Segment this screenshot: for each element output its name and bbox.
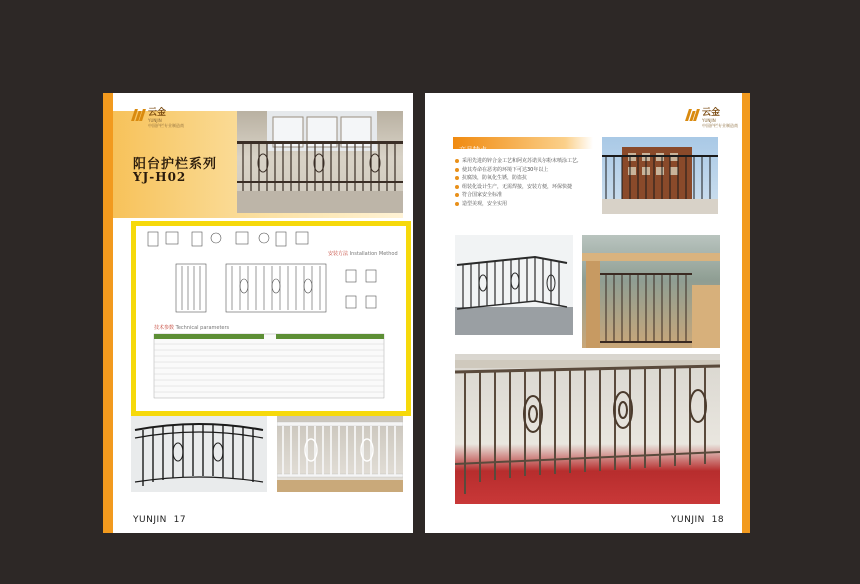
spec-sheet-frame — [131, 221, 411, 416]
page-number-18: 18 — [711, 515, 725, 525]
feature-item: 采用先进的锌合金工艺和阿克苏诺贝尔粉末喷涂工艺, — [455, 157, 605, 166]
balcony-photo-top — [237, 111, 403, 213]
feature-item: 造型美观，安全实用 — [455, 200, 605, 209]
right-page — [425, 93, 750, 533]
logo-en: YUNJIN — [702, 118, 716, 123]
tech-params-label: 技术参数 Technical parameters — [154, 325, 230, 331]
logo-tagline: 中国护栏专业制造商 — [702, 123, 738, 128]
series-title: 阳台护栏系列 — [133, 157, 218, 172]
white-railing-photo — [277, 416, 403, 492]
page-number-17: 17 — [173, 515, 187, 525]
right-footer: YUNJIN 18 — [671, 515, 725, 525]
feature-item: 组装化设计生产，无需焊接，安装方便，环保快捷 — [455, 183, 605, 192]
feature-item: 使其寿命在恶劣的环境下可达30年以上 — [455, 166, 605, 175]
right-orange-stripe — [742, 93, 750, 533]
install-method-label: 安装方法 Installation Method — [328, 251, 398, 257]
left-footer: YUNJIN 17 — [133, 515, 187, 525]
feature-item: 符合国家安全标准 — [455, 191, 605, 200]
left-logo — [133, 109, 184, 128]
logo-mark-icon — [133, 109, 145, 121]
features-list — [455, 157, 605, 209]
logo-mark-icon — [687, 109, 699, 121]
features-header: 产品特点 — [453, 137, 593, 149]
model-code: YJ-H02 — [133, 170, 187, 184]
logo-en: YUNJIN — [148, 118, 162, 123]
logo-name: 云金 — [702, 108, 721, 118]
left-page — [103, 93, 413, 533]
right-logo — [687, 109, 738, 128]
building-balcony-photo — [602, 137, 718, 214]
logo-name: 云金 — [148, 108, 167, 118]
red-carpet-railing-photo — [455, 354, 720, 504]
feature-item: 抗腐蚀，防氧化生锈，防盗抗 — [455, 174, 605, 183]
curved-railing-photo — [131, 416, 267, 492]
logo-tagline: 中国护栏专业制造商 — [148, 123, 184, 128]
villa-balcony-photo — [582, 235, 720, 348]
corner-railing-photo — [455, 235, 573, 335]
left-orange-stripe — [103, 93, 113, 533]
